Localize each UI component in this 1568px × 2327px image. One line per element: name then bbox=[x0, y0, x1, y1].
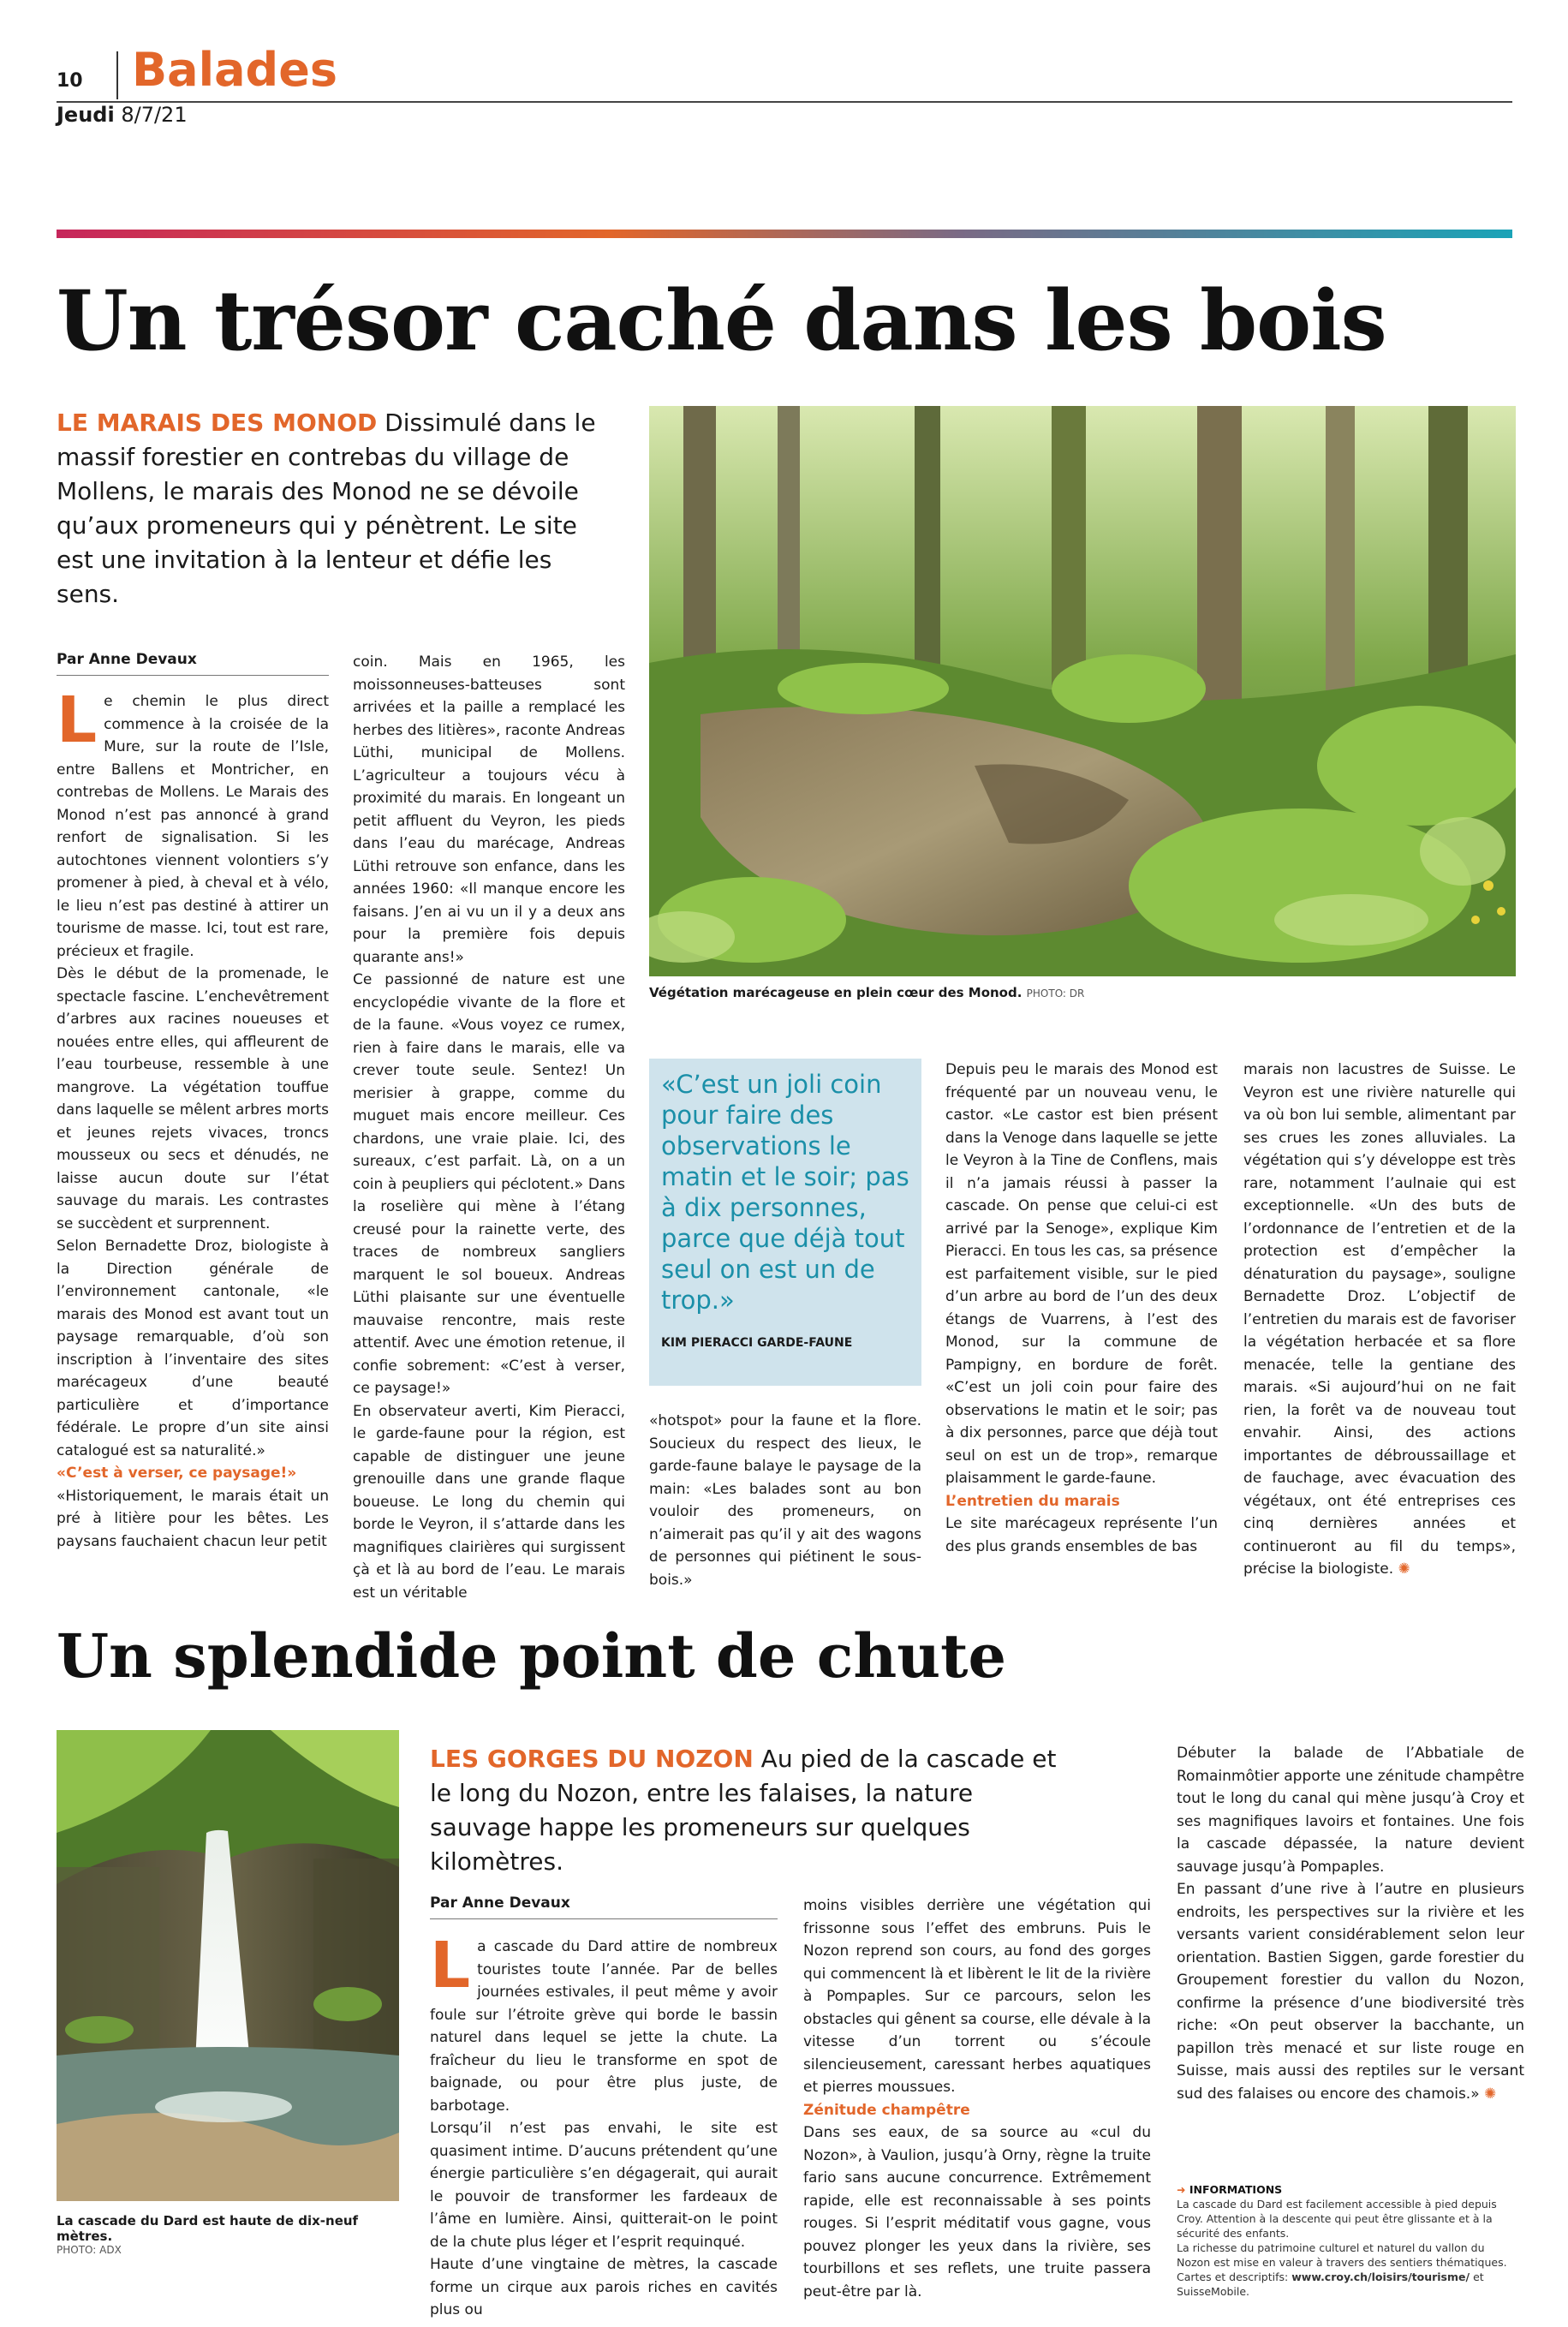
article1-col2-p3: En observateur averti, Kim Pieracci, le garde-faune pour la région, est capable de distinguer une jeune grenouille dans une grande flaque boueuse. Le long du chemin qui borde le Veyron, il s’attarde dans les magnifiques clairières qui surgissent çà et là au bord de l’eau. Le marais est un véritable bbox=[353, 1402, 625, 1602]
article1-col1-p3: Selon Bernadette Droz, biologiste à la Direction générale de l’environnement cantonale, «le marais des Monod est avant tout un paysage remarquable, d’où son inscription à l’inventaire des sites marécageux d’une beauté particulière et d’importance fédérale. Le propre d’un site ainsi catalogué est sa naturalité.» bbox=[57, 1238, 329, 1459]
section-title: Balades bbox=[132, 43, 337, 97]
info-text-1: La cascade du Dard est facilement accessible à pied depuis Croy. Attention à la descente qui peut être glissante et à la sécurité des enfants. bbox=[1177, 2198, 1497, 2240]
article1-col1-subhead: «C’est à verser, ce paysage!» bbox=[57, 1465, 297, 1482]
pull-quote-author: KIM PIERACCI GARDE-FAUNE bbox=[661, 1336, 853, 1350]
issue-date-value: 8/7/21 bbox=[121, 103, 188, 127]
info-text-3-prefix: Cartes et descriptifs: bbox=[1177, 2270, 1289, 2283]
info-text-2: La richesse du patrimoine culturel et naturel du vallon du Nozon est mise en valeur à travers des sentiers thématiques. bbox=[1177, 2241, 1507, 2269]
article2-lead bbox=[430, 1742, 1081, 1879]
article2-col3-p2: En passant d’une rive à l’autre en plusieurs endroits, les perspectives sur la rivière et les versants varient considérablement selon leur orientation. Bastien Siggen, garde forestier du Groupement forestier du vallon du Nozon, confirme la présence d’une biodiversité très riche: «On peut observer la bacchante, un papillon très menacé et sur liste rouge en Suisse, mais aussi des reptiles sur le versant sud des falaises ou encore des chamois.» bbox=[1177, 1881, 1524, 2103]
article2-kicker: LES GORGES DU NOZON bbox=[430, 1745, 754, 1773]
article2-caption-text: La cascade du Dard est haute de dix-neuf mètres. bbox=[57, 2213, 359, 2244]
article1-column-4 bbox=[945, 1059, 1218, 1558]
article1-col1-p1: e chemin le plus direct commence à la croisée de la Mure, sur la route de l’Isle, entre Ballens et Montricher, en contrebas de Mollens. Le Marais des Monod n’est pas annoncé à grand renfort de signalisation. Si les autochtones viennent volontiers s’y promener à pied, à cheval et à vélo, le lieu n’est pas destiné à attirer un tourisme de masse. Ici, tout est rare, précieux et fragile. bbox=[57, 693, 329, 960]
pull-quote-text: «C’est un joli coin pour faire des observations le matin et le soir; pas à dix personnes, parce que déjà tout seul on est un de trop.» bbox=[661, 1070, 909, 1315]
article1-column-1 bbox=[57, 683, 329, 1553]
article2-col2-subhead: Zénitude champêtre bbox=[803, 2101, 970, 2119]
pull-quote bbox=[649, 1059, 921, 1386]
article2-col1-p1: a cascade du Dard attire de nombreux touristes toute l’année. Par de belles journées estivales, il peut même y avoir foule sur l’étroite grève qui borde le bassin naturel dans lequel se jette la chute. La fraîcheur du lieu le transforme en spot de baignade, ou pour être plus juste, de barbotage. bbox=[430, 1938, 778, 2115]
article2-column-2 bbox=[803, 1894, 1151, 2303]
article1-col2-p1: coin. Mais en 1965, les moissonneuses-batteuses sont arrivées et la paille a remplacé les herbes des litières», raconte Andreas Lüthi, municipal de Mollens. L’agriculteur a toujours vécu à proximité du marais. En longeant un petit affluent du Veyron, les pieds dans l’eau du marécage, Andreas Lüthi retrouve son enfance, dans les années 1960: «Il manque encore les faisans. J’en ai vu un il y a deux ans pour la première fois depuis quarante ans!» bbox=[353, 653, 625, 966]
article1-lead bbox=[57, 406, 596, 612]
article2-lead-text: Au pied de la cascade et le long du Nozon, entre les falaises, la nature sauvage happe les promeneurs sur quelques kilomètres. bbox=[430, 1745, 1057, 1876]
article1-col5-p1: marais non lacustres de Suisse. Le Veyron est une rivière naturelle qui va où bon lui semble, alimentant par ses crues les zones alluviales. La végétation qui s’y développe est très rare, notamment l’aulnaie qui est exceptionnelle. «Un des buts de l’ordonnance de l’entretien et de la protection est d’empêcher la dénaturation du paysage», souligne Bernadette Droz. L’objectif de l’entretien du marais est de favoriser la végétation herbacée et sa flore menacée, telle la gentiane des marais. «Si aujourd’hui on ne fait rien, la forêt va de nouveau tout envahir. Ainsi, des actions importantes de débroussaillage et de fauchage, avec évacuation des végétaux, ont été entreprises ces cinq dernières années et continueront au fil du temps», précise la biologiste. bbox=[1243, 1061, 1516, 1578]
article1-col2-p2: Ce passionné de nature est une encyclopédie vivante de la flore et de la faune. «Vous voyez ce rumex, rien à faire dans le marais, elle va crever toute seule. Sentez! Un merisier à grappe, comme du muguet mais encore meilleur. Ces chardons, une vraie plaie. Ici, des sureaux, c’est parfait. Là, on a un coin à peupliers qui péclotent.» Dans la roselière qui mène à l’étang creusé pour la rainette verte, des traces de nombreux sangliers marquent le sol boueux. Andreas Lüthi plaisante sur une éventuelle mauvaise rencontre, mais reste attentif. Avec une émotion retenue, il confie sobrement: «C’est à verser, ce paysage!» bbox=[353, 971, 625, 1397]
marsh-photo-image bbox=[649, 406, 1516, 976]
info-title: INFORMATIONS bbox=[1189, 2183, 1283, 2196]
article1-col3-p1: «hotspot» pour la faune et la flore. Soucieux du respect des lieux, le garde-faune balaye le paysage de la main: «Les balades sont au bon vouloir des promeneurs, on n’aimerait pas qu’il y ait des wagons de personnes qui piétinent le sous-bois.» bbox=[649, 1412, 921, 1589]
article2-photo-caption bbox=[57, 2213, 416, 2256]
header-rule bbox=[57, 101, 1512, 103]
article1-drop-cap: L bbox=[57, 683, 98, 757]
gradient-bar bbox=[57, 230, 1512, 238]
article1-lead-text: Dissimulé dans le massif forestier en contrebas du village de Mollens, le marais des Monod ne se dévoile qu’aux promeneurs qui y pénètrent. Le site est une invitation à la lenteur et défie les sens. bbox=[57, 409, 596, 608]
article2-col2-p2: Dans ses eaux, de sa source au «cul du Nozon», à Vaulion, jusqu’à Orny, règne la truite fario sans aucune concurrence. Extrêmement rapide, elle est reconnaissable à ses points rouges. Si l’esprit méditatif vous gagne, vous pouvez plonger les yeux dans la rivière, ses tourbillons et ses reflets, une truite passera peut-être par là. bbox=[803, 2124, 1151, 2300]
info-text-3-suffix: et SuisseMobile. bbox=[1177, 2270, 1484, 2298]
article2-col1-p2: Lorsqu’il n’est pas envahi, le site est quasiment intime. D’aucuns prétendent qu’une énergie particulière s’en dégagerait, qui aurait le pouvoir de transformer les fardeaux de l’âme en lumière. Ainsi, quitterait-on le point de la chute plus léger et l’esprit requinqué. bbox=[430, 2120, 778, 2251]
info-link[interactable]: www.croy.ch/loisirs/tourisme/ bbox=[1291, 2270, 1470, 2283]
article1-col4-subhead: L’entretien du marais bbox=[945, 1492, 1120, 1510]
info-text-3 bbox=[1177, 2270, 1519, 2299]
article1-caption-text: Végétation marécageuse en plein cœur des Monod. bbox=[649, 985, 1022, 1000]
article2-col2-p1: moins visibles derrière une végétation qui frissonne sous l’effet des embruns. Puis le Nozon reprend son cours, au fond des gorges qui commencent là et libèrent le lit de la rivière à Pompaples. Sur ce parcours, selon les obstacles qui gênent sa course, elle dévale à la vitesse d’un torrent ou s’écoule silencieusement, caressant herbes aquatiques et pierres moussues. bbox=[803, 1897, 1151, 2096]
article1-column-5 bbox=[1243, 1059, 1516, 1581]
article1-photo-credit: PHOTO: DR bbox=[1026, 987, 1085, 999]
article2-col1-p3: Haute d’une vingtaine de mètres, la cascade forme un cirque aux parois riches en cavités plus ou bbox=[430, 2256, 778, 2318]
article2-drop-cap: L bbox=[430, 1929, 471, 2002]
end-mark-icon: ✺ bbox=[1398, 1560, 1410, 1578]
info-box bbox=[1177, 2182, 1519, 2299]
article1-byline: Par Anne Devaux bbox=[57, 651, 329, 676]
article1-col1-p4: «Historiquement, le marais était un pré à litière pour les bêtes. Les paysans fauchaient chacun leur petit bbox=[57, 1487, 329, 1550]
issue-day: Jeudi bbox=[57, 103, 115, 127]
header-divider bbox=[116, 51, 118, 99]
issue-date bbox=[57, 103, 188, 127]
article1-column-2 bbox=[353, 651, 625, 1604]
article2-title: Un splendide point de chute bbox=[57, 1620, 1007, 1692]
page-number: 10 bbox=[57, 70, 83, 92]
article2-byline: Par Anne Devaux bbox=[430, 1894, 778, 1919]
marsh-photo bbox=[649, 406, 1516, 976]
article2-column-1 bbox=[430, 1929, 778, 2322]
article1-column-3 bbox=[649, 1410, 921, 1591]
waterfall-photo-image bbox=[57, 1730, 399, 2201]
article2-col3-p1: Débuter la balade de l’Abbatiale de Romainmôtier apporte une zénitude champêtre tout le long du canal qui mène jusqu’à Croy et ses magnifiques lavoirs et fontaines. Une fois la cascade dépassée, la nature devient sauvage jusqu’à Pompaples. bbox=[1177, 1745, 1524, 1876]
article2-photo-credit: PHOTO: ADX bbox=[57, 2244, 122, 2256]
article1-title: Un trésor caché dans les bois bbox=[57, 272, 1386, 369]
article1-kicker: LE MARAIS DES MONOD bbox=[57, 409, 378, 437]
end-mark-icon-2: ✺ bbox=[1484, 2085, 1497, 2103]
waterfall-photo bbox=[57, 1730, 399, 2201]
article1-col4-p2: Le site marécageux représente l’un des plus grands ensembles de bas bbox=[945, 1515, 1218, 1555]
article1-col4-p1: Depuis peu le marais des Monod est fréquenté par un nouveau venu, le castor. «Le castor est bien présent dans la Venoge dans laquelle se jette le Veyron à la Tine de Conflens, mais il n’a jamais réussi à passer la cascade. On pense que celui-ci est arrivé par la Senoge», explique Kim Pieracci. En tous les cas, sa présence est parfaitement visible, sur le pied d’un arbre au bord de l’un des deux étangs de Vuarrens, à l’est des Monod, sur la commune de Pampigny, en bordure de forêt. «C’est un joli coin pour faire des observations le matin et le soir; pas à dix personnes, parce que déjà tout seul on est un de trop», remarque plaisamment le garde-faune. bbox=[945, 1061, 1218, 1487]
article1-photo-caption bbox=[649, 985, 1516, 1000]
article2-column-3 bbox=[1177, 1742, 1524, 2105]
arrow-right-icon: ➜ bbox=[1177, 2183, 1186, 2196]
article1-col1-p2: Dès le début de la promenade, le spectacle fascine. L’enchevêtrement d’arbres aux racines noueuses et nouées entre elles, qui affleurent de l’eau tourbeuse, ressemble à une mangrove. La végétation touffue dans laquelle se mêlent arbres morts et jeunes rejets vivaces, troncs mousseux ou secs et dénudés, ne laisse aucun doute sur l’état sauvage du marais. Les contrastes se succèdent et surprennent. bbox=[57, 965, 329, 1232]
